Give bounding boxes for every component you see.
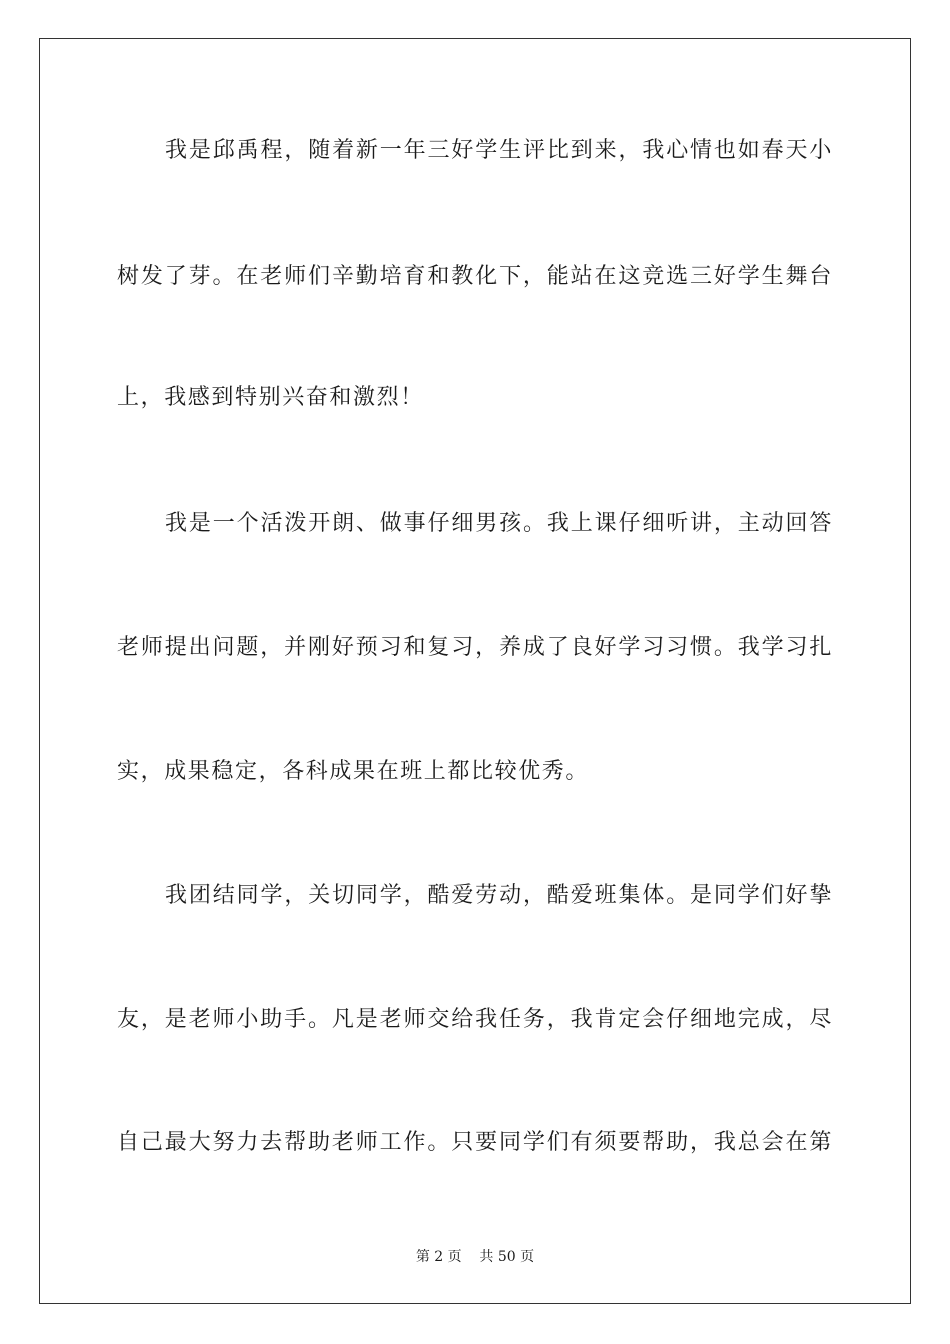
paragraph-2-line-3: 实，成果稳定，各科成果在班上都比较优秀。 [117,759,590,784]
page-border [39,38,911,1304]
paragraph-1-line-2: 树发了芽。在老师们辛勤培育和教化下，能站在这竞选三好学生舞台 [117,264,833,289]
paragraph-1-line-3: 上，我感到特别兴奋和激烈！ [117,385,424,410]
paragraph-2-line-1: 我是一个活泼开朗、做事仔细男孩。我上课仔细听讲，主动回答 [165,511,833,536]
paragraph-1-line-1: 我是邱禹程，随着新一年三好学生评比到来，我心情也如春天小 [165,138,833,163]
paragraph-3-line-3: 自己最大努力去帮助老师工作。只要同学们有须要帮助，我总会在第 [117,1130,833,1155]
paragraph-3-line-2: 友，是老师小助手。凡是老师交给我任务，我肯定会仔细地完成，尽 [117,1007,833,1032]
page-number-footer: 第 2 页 共 50 页 [415,1249,535,1265]
paragraph-2-line-2: 老师提出问题，并刚好预习和复习，养成了良好学习习惯。我学习扎 [117,635,833,660]
paragraph-3-line-1: 我团结同学，关切同学，酷爱劳动，酷爱班集体。是同学们好挚 [165,883,833,908]
